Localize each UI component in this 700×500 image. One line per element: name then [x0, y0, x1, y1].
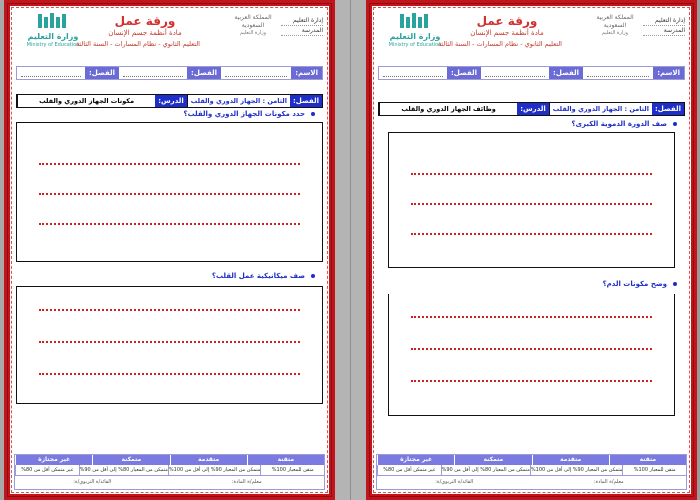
class-label: الفصل: — [549, 67, 583, 79]
answer-line — [39, 223, 300, 225]
bullet-icon — [311, 274, 315, 278]
lesson-value: وظائف الجهاز الدوري والقلب — [379, 103, 517, 115]
kingdom-emblem — [587, 14, 643, 42]
criteria-2[interactable]: متمكن من المعيار 90% إلى أقل من 100% — [530, 467, 623, 473]
criteria-1[interactable]: متقن للمعيار 100% — [622, 465, 686, 475]
chapter-value: الثامن : الجهاز الدوري والقلب — [549, 103, 652, 115]
levels-row — [15, 455, 324, 465]
kingdom-line2: وزارة التعليم — [239, 30, 267, 36]
lesson-row — [16, 94, 323, 108]
question-1-text: صف الدورة الدموية الكبرى؟ — [571, 120, 667, 128]
kingdom-emblem — [225, 14, 281, 42]
program-name: التعليم الثانوي - نظام المسارات - السنة الثالثة — [75, 40, 200, 48]
level-4: غير مجتازة — [15, 455, 92, 465]
bullet-icon — [673, 282, 677, 286]
level-1: متقنة — [609, 455, 686, 465]
program-name: التعليم الثانوي - نظام المسارات - السنة الثالثة — [437, 40, 562, 48]
answer-line — [39, 341, 300, 343]
lesson-label: الدرس: — [155, 95, 187, 107]
level-1: متقنة — [247, 455, 324, 465]
school-label: المدرسة — [281, 26, 323, 36]
question-2-text: صف ميكانيكية عمل القلب؟ — [211, 272, 305, 280]
ministry-logo-icon — [398, 12, 432, 30]
admin-fields — [281, 16, 323, 36]
worksheet-title: ورقة عمل — [476, 14, 538, 28]
title-block — [75, 14, 200, 49]
answer-line — [411, 233, 652, 235]
answer-box-1[interactable] — [16, 122, 323, 262]
school-label: المدرسة — [643, 26, 685, 36]
criteria-3[interactable]: متمكن من المعيار 80% إلى أقل من 90% — [79, 467, 168, 473]
title-block — [437, 14, 562, 49]
ministry-logo-icon — [36, 12, 70, 30]
question-1 — [572, 120, 677, 128]
page-header — [376, 10, 687, 64]
level-3: متمكنة — [454, 455, 531, 465]
ministry-name-en: Ministry of Education — [388, 42, 442, 48]
criteria-row — [15, 465, 324, 475]
admin-label: إدارة التعليم — [643, 16, 685, 26]
ministry-name: وزارة التعليم — [27, 32, 79, 41]
class-field[interactable] — [485, 69, 545, 77]
class2-field[interactable] — [383, 69, 443, 77]
teacher-label: معلم/ة المادة: — [231, 479, 262, 485]
ministry-name-en: Ministry of Education — [26, 42, 80, 48]
name-label: الاسم: — [291, 67, 322, 79]
criteria-2[interactable]: متمكن من المعيار 90% إلى أقل من 100% — [168, 467, 261, 473]
class2-field[interactable] — [21, 69, 81, 77]
answer-line — [411, 348, 652, 350]
page-header — [14, 10, 325, 64]
chapter-label: الفصل: — [290, 95, 322, 107]
kingdom-line1: المملكة العربية السعودية — [234, 14, 272, 29]
level-3: متمكنة — [92, 455, 169, 465]
class-label: الفصل: — [187, 67, 221, 79]
criteria-3[interactable]: متمكن من المعيار 80% إلى أقل من 90% — [441, 467, 530, 473]
question-2 — [212, 272, 315, 280]
name-label: الاسم: — [653, 67, 684, 79]
bullet-icon — [311, 112, 315, 116]
levels-row — [377, 455, 686, 465]
answer-box-2[interactable] — [16, 286, 323, 404]
kingdom-line1: المملكة العربية السعودية — [596, 14, 634, 29]
question-2-text: وضح مكونات الدم؟ — [602, 280, 667, 288]
criteria-row — [377, 465, 686, 475]
level-2: متقدمة — [532, 455, 609, 465]
ministry-name: وزارة التعليم — [389, 32, 441, 41]
answer-box-1[interactable] — [388, 132, 675, 268]
question-1-text: حدد مكونات الجهاز الدوري والقلب؟ — [183, 110, 305, 118]
chapter-value: الثامن : الجهاز الدوري والقلب — [187, 95, 290, 107]
level-2: متقدمة — [170, 455, 247, 465]
name-row — [378, 66, 685, 80]
lesson-value: مكونات الجهاز الدوري والقلب — [17, 95, 155, 107]
kingdom-line2: وزارة التعليم — [601, 30, 629, 36]
admin-label: إدارة التعليم — [281, 16, 323, 26]
chapter-label: الفصل: — [652, 103, 684, 115]
class-field[interactable] — [123, 69, 183, 77]
question-2 — [603, 280, 677, 288]
criteria-1[interactable]: متقن للمعيار 100% — [260, 465, 324, 475]
subject-name: مادة أنظمة جسم الإنسان — [108, 29, 182, 37]
name-field[interactable] — [587, 69, 649, 77]
level-4: غير مجتازة — [377, 455, 454, 465]
answer-box-2[interactable] — [388, 294, 675, 416]
question-1 — [184, 110, 315, 118]
answer-line — [411, 316, 652, 318]
lesson-label: الدرس: — [517, 103, 549, 115]
bullet-icon — [673, 122, 677, 126]
answer-line — [39, 193, 300, 195]
name-field[interactable] — [225, 69, 287, 77]
admin-fields — [643, 16, 685, 36]
answer-line — [411, 203, 652, 205]
class2-label: الفصل: — [85, 67, 119, 79]
lesson-row — [378, 102, 685, 116]
answer-line — [39, 309, 300, 311]
subject-name: مادة أنظمة جسم الإنسان — [470, 29, 544, 37]
assessment-footer — [14, 454, 325, 490]
answer-line — [39, 373, 300, 375]
supervisor-label: القائد/ة التربوي/ة: — [435, 479, 474, 485]
gutter-divider — [350, 0, 351, 500]
supervisor-label: القائد/ة التربوي/ة: — [73, 479, 112, 485]
worksheet-title: ورقة عمل — [114, 14, 176, 28]
signature-row — [377, 475, 686, 487]
answer-line — [39, 163, 300, 165]
criteria-4[interactable]: غير متمكن أقل من 80% — [377, 465, 441, 475]
teacher-label: معلم/ة المادة: — [593, 479, 624, 485]
assessment-footer — [376, 454, 687, 490]
worksheet-page-2 — [366, 0, 697, 500]
answer-line — [411, 380, 652, 382]
name-row — [16, 66, 323, 80]
answer-line — [411, 173, 652, 175]
class2-label: الفصل: — [447, 67, 481, 79]
criteria-4[interactable]: غير متمكن أقل من 80% — [15, 465, 79, 475]
worksheet-page-1 — [4, 0, 335, 500]
signature-row — [15, 475, 324, 487]
